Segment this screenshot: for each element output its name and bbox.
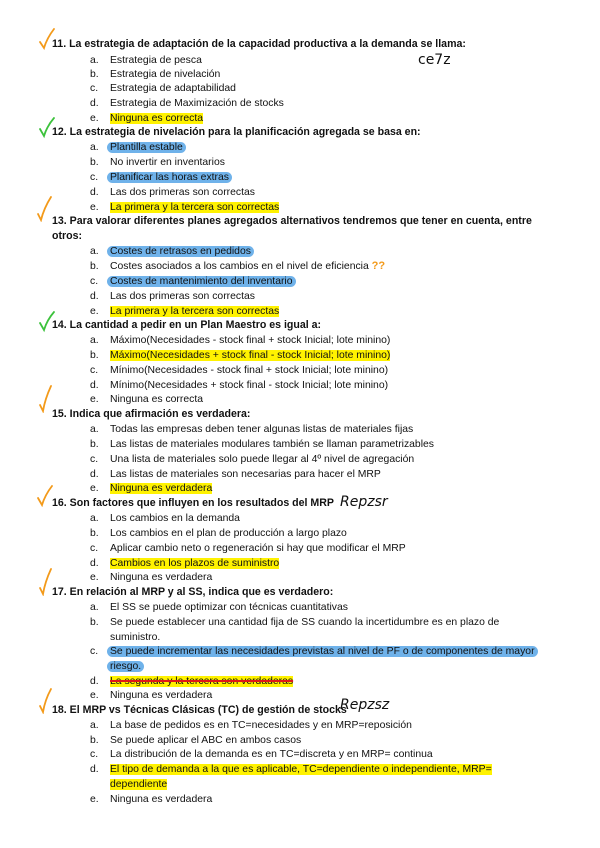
highlighted-answer: Ninguna es correcta bbox=[110, 113, 203, 124]
blue-highlight: Costes de retrasos en pedidos bbox=[107, 246, 254, 257]
highlighted-answer: Ninguna es verdadera bbox=[110, 483, 213, 494]
question-11: 11. La estrategia de adaptación de la capacidad productiva a la demanda se llama: bbox=[52, 38, 466, 50]
highlighted-answer: Cambios en los plazos de suministro bbox=[110, 558, 280, 569]
question-17: 17. En relación al MRP y al SS, indica que es verdadero: bbox=[52, 586, 334, 598]
handwritten-note: ce7z bbox=[418, 52, 451, 68]
highlighted-answer: La primera y la tercera son correctas bbox=[110, 202, 280, 213]
question-mark-annotation: ?? bbox=[371, 260, 386, 272]
blue-highlight: Plantilla estable bbox=[107, 142, 186, 153]
blue-highlight: Planificar las horas extras bbox=[107, 172, 232, 183]
blue-highlight: Costes de mantenimiento del inventario bbox=[107, 276, 296, 287]
handwritten-note: Repzsr bbox=[340, 494, 388, 510]
handwritten-note: Repzsz bbox=[340, 697, 390, 713]
struck-answer: La segunda y la tercera son verdaderas bbox=[110, 676, 294, 687]
question-13: 13. Para valorar diferentes planes agregados alternativos tendremos que tener en cuenta, entre otros: bbox=[52, 215, 532, 242]
question-14: 14. La cantidad a pedir en un Plan Maestro es igual a: bbox=[52, 319, 322, 331]
question-16: 16. Son factores que influyen en los resultados del MRP bbox=[52, 497, 334, 509]
highlighted-answer: El tipo de demanda a la que es aplicable, TC=dependiente o independiente, MRP= dependiente bbox=[110, 764, 492, 790]
highlighted-answer: Máximo(Necesidades + stock final - stock Inicial; lote minino) bbox=[110, 350, 391, 361]
question-15: 15. Indica que afirmación es verdadera: bbox=[52, 408, 251, 420]
question-12: 12. La estrategia de nivelación para la planificación agregada se basa en: bbox=[52, 126, 421, 138]
blue-highlight: Se puede incrementar las necesidades previstas al nivel de PF o de componentes de mayor riesgo. bbox=[107, 646, 538, 672]
highlighted-answer: La primera y la tercera son correctas bbox=[110, 306, 280, 317]
question-18: 18. El MRP vs Técnicas Clásicas (TC) de gestión de stocks bbox=[52, 704, 347, 716]
